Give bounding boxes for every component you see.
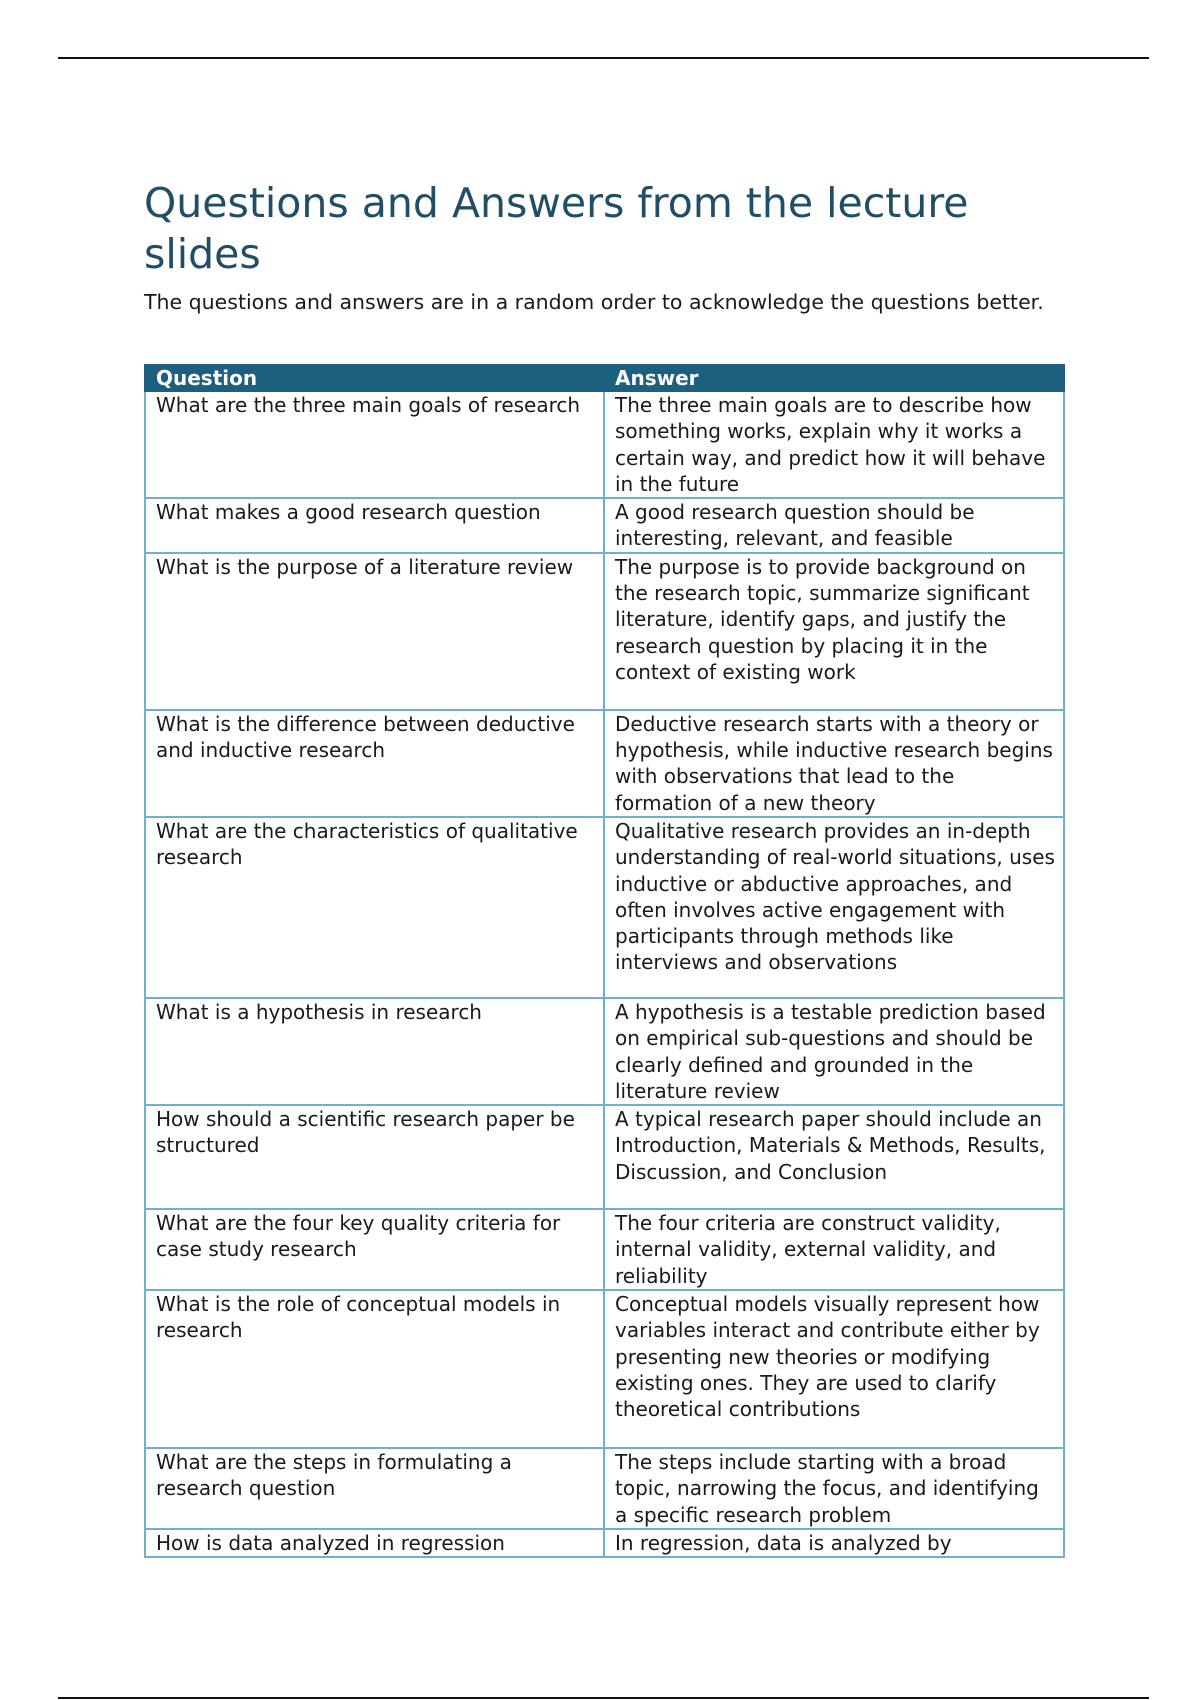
table-row (145, 553, 1064, 710)
answer-cell: A typical research paper should include an Introduction, Materials & Methods, Results, Discussion, and Conclusion (604, 1105, 1064, 1209)
question-cell: What is the difference between deductive and inductive research (145, 710, 604, 817)
answer-cell: A good research question should be interesting, relevant, and feasible (604, 498, 1064, 553)
question-cell: What makes a good research question (145, 498, 604, 553)
question-cell: What are the steps in formulating a research question (145, 1448, 604, 1529)
question-cell: What is the purpose of a literature review (145, 553, 604, 710)
footer-rule (58, 1697, 1149, 1699)
answer-cell: Deductive research starts with a theory or hypothesis, while inductive research begins with observations that lead to the formation of a new theory (604, 710, 1064, 817)
answer-cell: A hypothesis is a testable prediction based on empirical sub-questions and should be clearly defined and grounded in the literature review (604, 998, 1064, 1105)
table-row (145, 1105, 1064, 1209)
answer-cell: In regression, data is analyzed by (604, 1529, 1064, 1557)
answer-cell: Conceptual models visually represent how variables interact and contribute either by presenting new theories or modifying existing ones. They are used to clarify theoretical contributions (604, 1290, 1064, 1448)
question-cell: What are the characteristics of qualitative research (145, 817, 604, 998)
table-row (145, 1529, 1064, 1557)
question-cell: How should a scientific research paper be structured (145, 1105, 604, 1209)
column-header-answer: Answer (604, 365, 1064, 391)
table-row (145, 710, 1064, 817)
question-cell: What is a hypothesis in research (145, 998, 604, 1105)
table-row (145, 498, 1064, 553)
question-cell: What is the role of conceptual models in research (145, 1290, 604, 1448)
intro-paragraph: The questions and answers are in a random order to acknowledge the questions better. (144, 290, 1044, 314)
column-header-question: Question (145, 365, 604, 391)
question-cell: What are the four key quality criteria for case study research (145, 1209, 604, 1290)
answer-cell: The purpose is to provide background on the research topic, summarize significant literature, identify gaps, and justify the research question by placing it in the context of existing work (604, 553, 1064, 710)
table-row (145, 817, 1064, 998)
answer-cell: Qualitative research provides an in-depth understanding of real-world situations, uses inductive or abductive approaches, and often involves active engagement with participants through methods like interviews and observations (604, 817, 1064, 998)
table-row (145, 1448, 1064, 1529)
qa-table (144, 364, 1065, 1558)
table-row (145, 998, 1064, 1105)
question-cell: How is data analyzed in regression (145, 1529, 604, 1557)
table-row (145, 1209, 1064, 1290)
answer-cell: The steps include starting with a broad topic, narrowing the focus, and identifying a specific research problem (604, 1448, 1064, 1529)
header-rule (58, 57, 1149, 59)
question-cell: What are the three main goals of research (145, 391, 604, 498)
table-header-row (145, 365, 1064, 391)
table-row (145, 1290, 1064, 1448)
answer-cell: The three main goals are to describe how something works, explain why it works a certain way, and predict how it will behave in the future (604, 391, 1064, 498)
page-title: Questions and Answers from the lecture slides (144, 179, 969, 278)
table-row (145, 391, 1064, 498)
answer-cell: The four criteria are construct validity, internal validity, external validity, and reliability (604, 1209, 1064, 1290)
